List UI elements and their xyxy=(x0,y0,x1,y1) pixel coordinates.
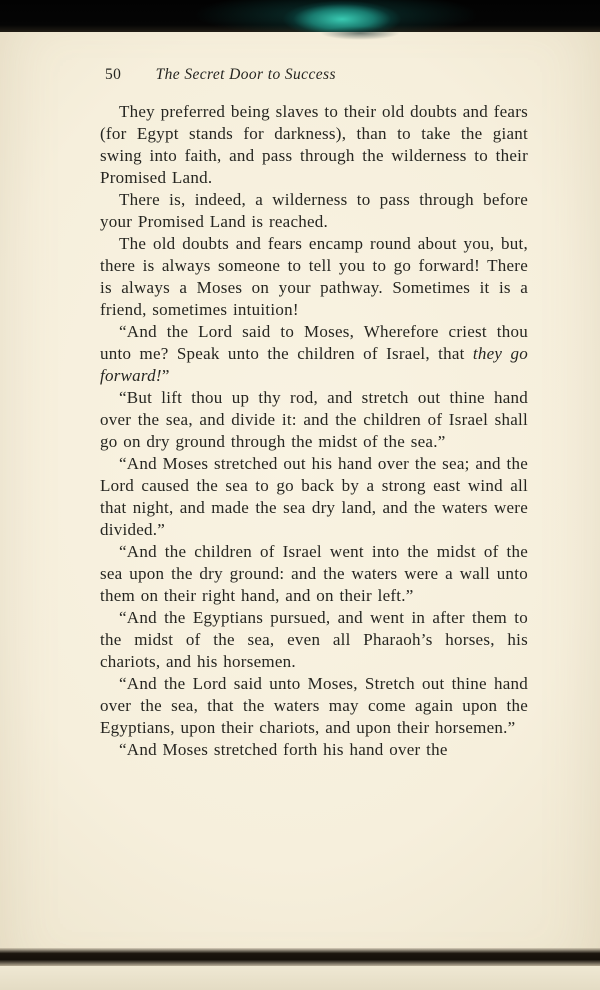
paragraph xyxy=(100,189,528,233)
page-number: 50 xyxy=(105,66,122,83)
paragraph-text: “And the Egyptians pursued, and went in after them to the midst of the sea, even all Pharaoh’s horses, his chariots, and his horsemen. xyxy=(100,608,528,671)
paragraph xyxy=(100,233,528,321)
paragraph-text: “But lift thou up thy rod, and stretch out thine hand over the sea, and divide it: and the children of Israel shall go on dry ground through the midst of the sea.” xyxy=(100,388,528,451)
running-title: The Secret Door to Success xyxy=(155,66,336,83)
scan-bottom-edge xyxy=(0,948,600,966)
paragraph-text: “And the Lord said to Moses, Wherefore criest thou unto me? Speak unto the children of Israel, that xyxy=(100,322,528,363)
italic-text: they go forward! xyxy=(100,344,528,385)
paragraph-text: “And the children of Israel went into the midst of the sea upon the dry ground: and the waters were a wall unto them on their right hand, and on their left.” xyxy=(100,542,528,605)
page-body xyxy=(100,101,528,761)
paragraph-text: “And the Lord said unto Moses, Stretch out thine hand over the sea, that the waters may come again upon the Egyptians, upon their chariots, and upon their horsemen.” xyxy=(100,674,528,737)
scan-bottom-margin xyxy=(0,966,600,990)
paragraph-text: The old doubts and fears encamp round about you, but, there is always someone to tell you to go forward! There is always a Moses on your pathway. Sometimes it is a friend, sometimes intuition! xyxy=(100,234,528,319)
scan-top-edge xyxy=(0,0,600,32)
paragraph xyxy=(100,101,528,189)
paragraph xyxy=(100,607,528,673)
paragraph xyxy=(100,739,528,761)
paragraph-text: There is, indeed, a wilderness to pass through before your Promised Land is reached. xyxy=(100,190,528,231)
paragraph-text: They preferred being slaves to their old doubts and fears (for Egypt stands for darkness), than to take the giant swing into faith, and pass through the wilderness to their Promised Land. xyxy=(100,102,528,187)
page-header xyxy=(100,66,528,84)
page-content xyxy=(100,66,528,761)
paragraph xyxy=(100,387,528,453)
paragraph xyxy=(100,453,528,541)
paragraph xyxy=(100,673,528,739)
paragraph-text: “And Moses stretched out his hand over the sea; and the Lord caused the sea to go back by a strong east wind all that night, and made the sea dry land, and the waters were divided.” xyxy=(100,454,528,539)
paragraph xyxy=(100,321,528,387)
paragraph-text: “And Moses stretched forth his hand over the xyxy=(119,740,448,759)
paragraph-text: ” xyxy=(161,366,170,385)
scan-glare xyxy=(320,26,400,40)
paragraph xyxy=(100,541,528,607)
